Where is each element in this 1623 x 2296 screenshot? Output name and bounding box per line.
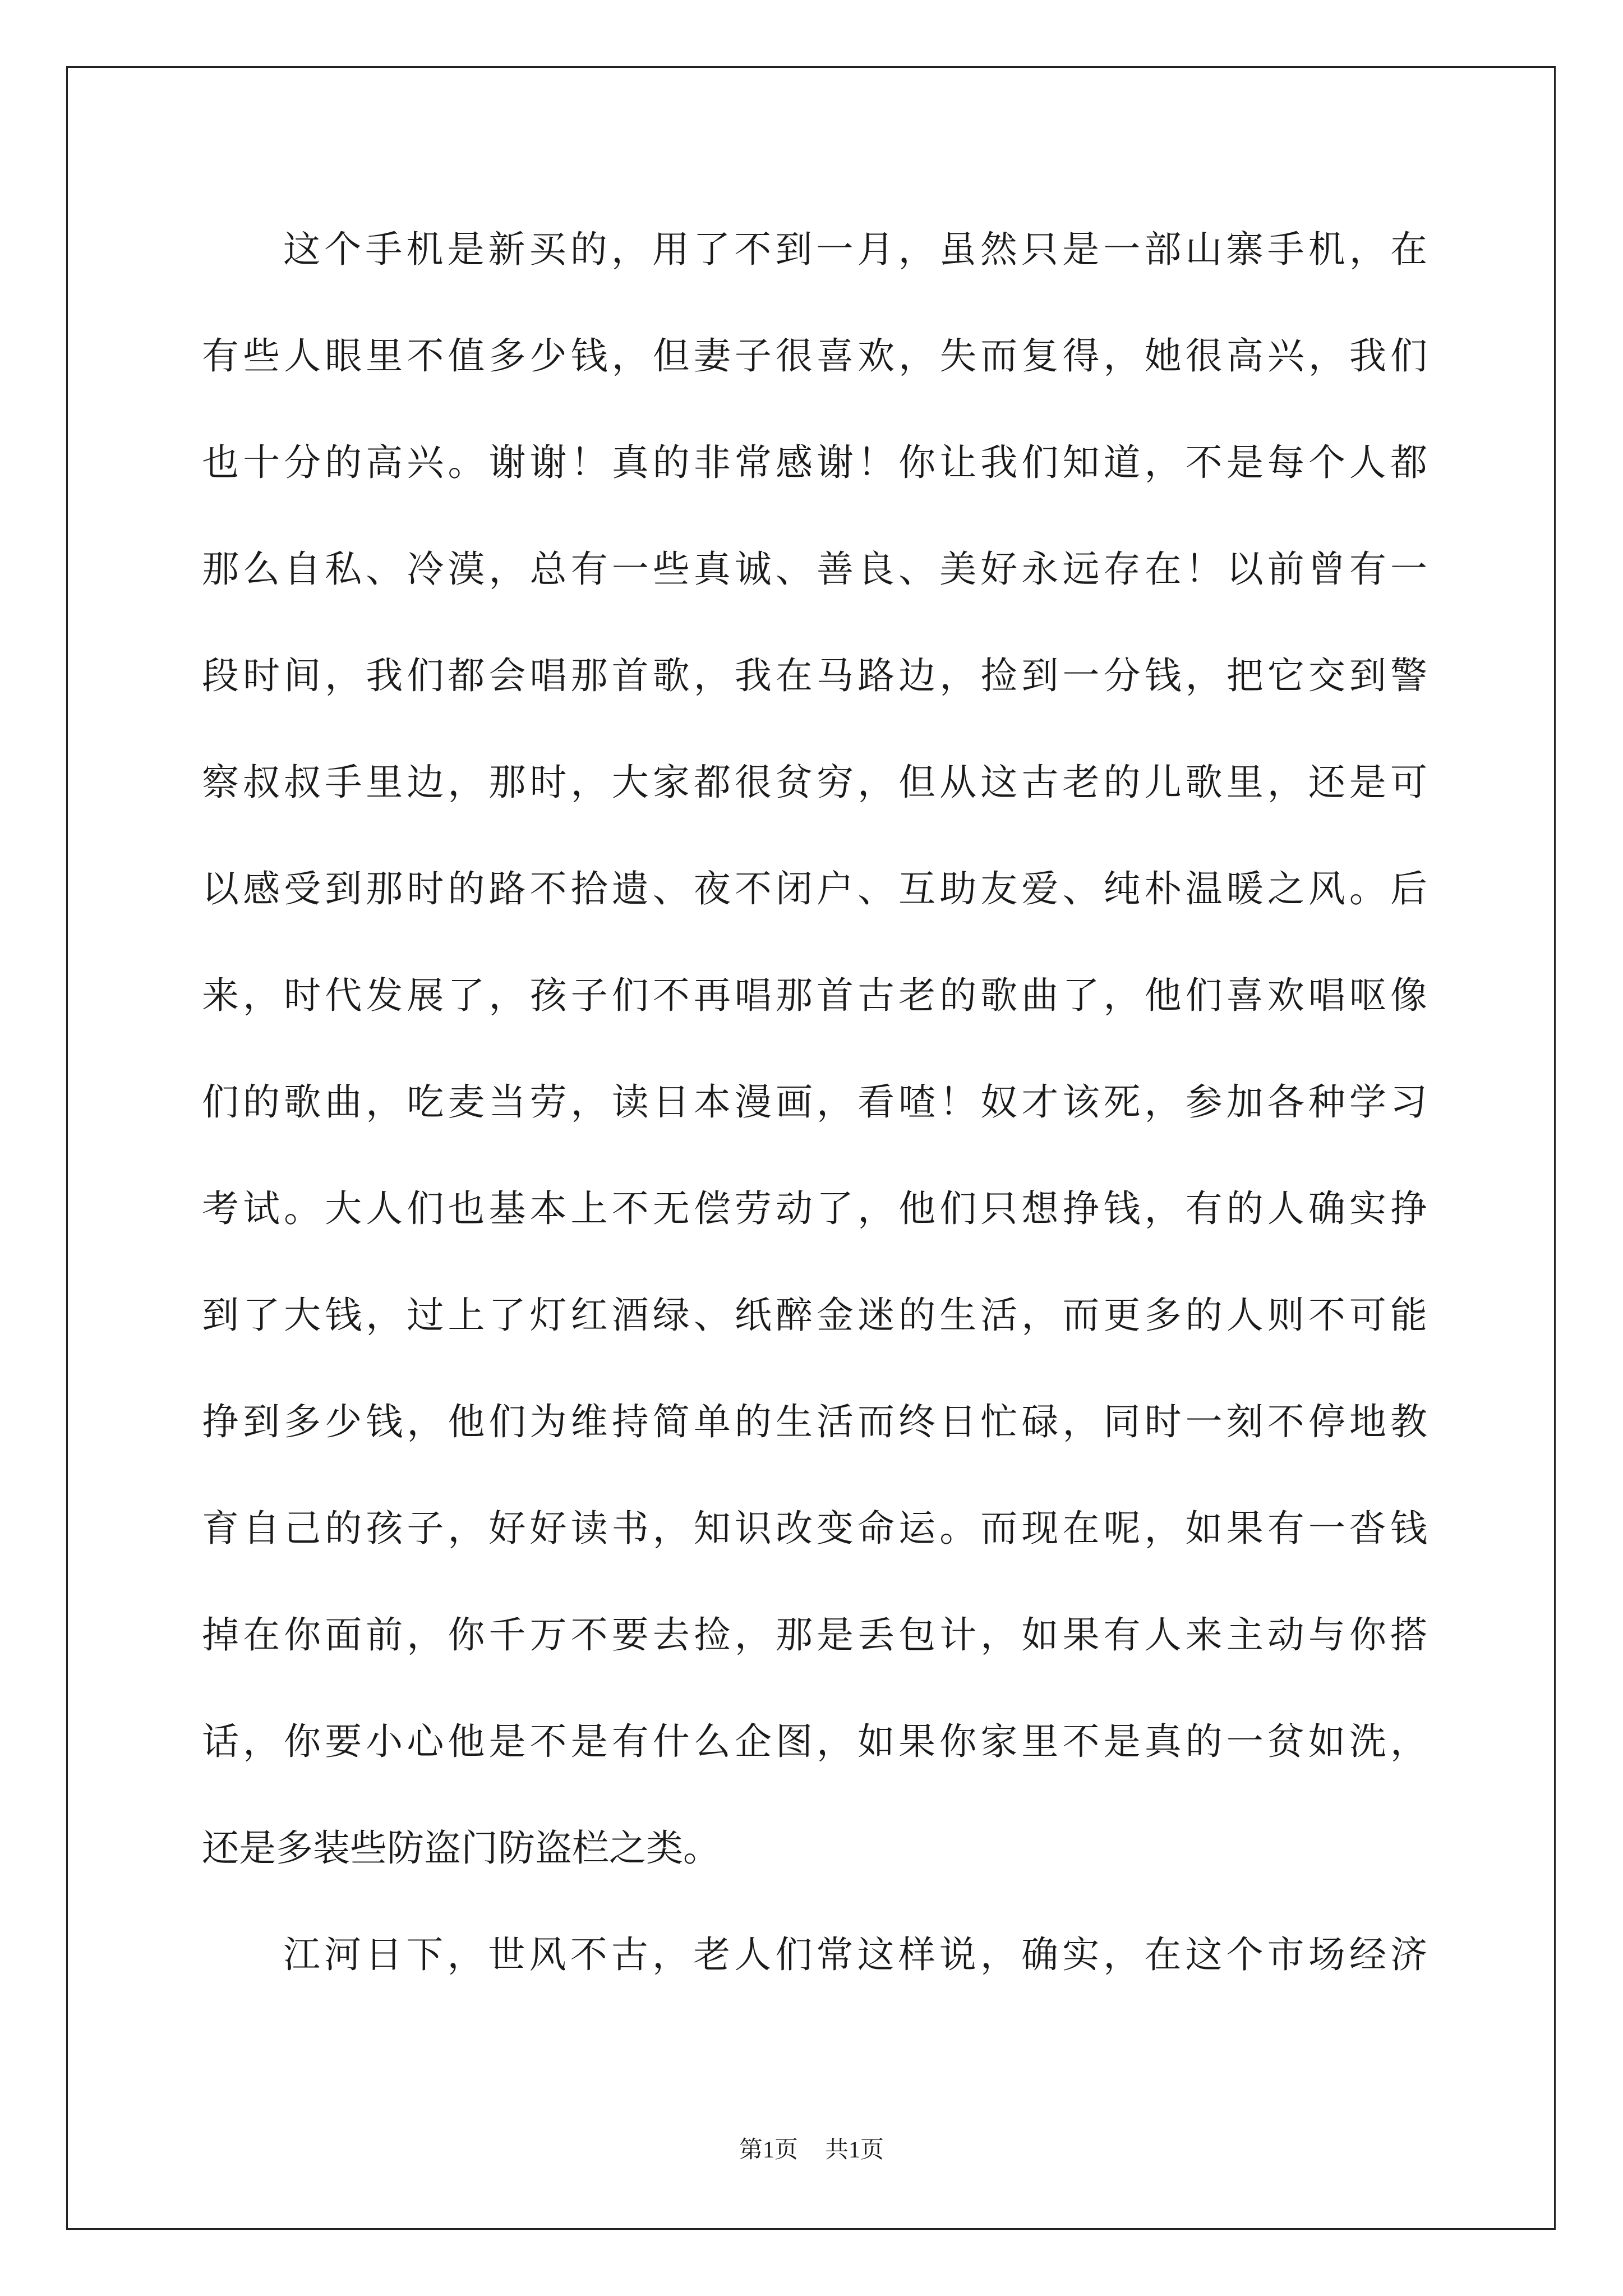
paragraph-1-line-9: 们的歌曲，吃麦当劳，读日本漫画，看喳！奴才该死，参加各种学习 xyxy=(202,1080,1427,1124)
paragraph-1-line-14: 掉在你面前，你千万不要去捡，那是丢包计，如果有人来主动与你搭 xyxy=(202,1613,1427,1657)
paragraph-1-line-6: 察叔叔手里边，那时，大家都很贫穷，但从这古老的儿歌里，还是可 xyxy=(202,761,1427,804)
paragraph-1-line-1: 这个手机是新买的，用了不到一月，虽然只是一部山寨手机，在 xyxy=(283,228,1427,271)
page-footer xyxy=(0,2136,1623,2164)
paragraph-1-line-13: 育自己的孩子，好好读书，知识改变命运。而现在呢，如果有一沓钱 xyxy=(202,1507,1427,1550)
paragraph-1-line-3: 也十分的高兴。谢谢！真的非常感谢！你让我们知道，不是每个人都 xyxy=(202,441,1427,484)
page-number-label: 第1页 xyxy=(739,2137,798,2163)
paragraph-1-line-2: 有些人眼里不值多少钱，但妻子很喜欢，失而复得，她很高兴，我们 xyxy=(202,334,1427,378)
paragraph-1-line-10: 考试。大人们也基本上不无偿劳动了，他们只想挣钱，有的人确实挣 xyxy=(202,1187,1427,1230)
paragraph-1-line-8: 来，时代发展了，孩子们不再唱那首古老的歌曲了，他们喜欢唱呕像 xyxy=(202,974,1427,1017)
page-total-label: 共1页 xyxy=(825,2137,884,2163)
paragraph-1-line-16: 还是多装些防盗门防盗栏之类。 xyxy=(202,1826,720,1870)
paragraph-1-line-15: 话，你要小心他是不是有什么企图，如果你家里不是真的一贫如洗， xyxy=(202,1720,1427,1763)
paragraph-1-line-7: 以感受到那时的路不拾遗、夜不闭户、互助友爱、纯朴温暖之风。后 xyxy=(202,867,1427,910)
paragraph-1-line-11: 到了大钱，过上了灯红酒绿、纸醉金迷的生活，而更多的人则不可能 xyxy=(202,1294,1427,1337)
paragraph-1-line-12: 挣到多少钱，他们为维持简单的生活而终日忙碌，同时一刻不停地教 xyxy=(202,1400,1427,1443)
paragraph-1-line-4: 那么自私、冷漠，总有一些真诚、善良、美好永远存在！以前曾有一 xyxy=(202,547,1427,591)
document-body xyxy=(202,216,1427,2028)
paragraph-1-line-5: 段时间，我们都会唱那首歌，我在马路边，捡到一分钱，把它交到警 xyxy=(202,654,1427,697)
paragraph-2-line-1: 江河日下，世风不古，老人们常这样说，确实，在这个市场经济 xyxy=(283,1933,1427,1976)
